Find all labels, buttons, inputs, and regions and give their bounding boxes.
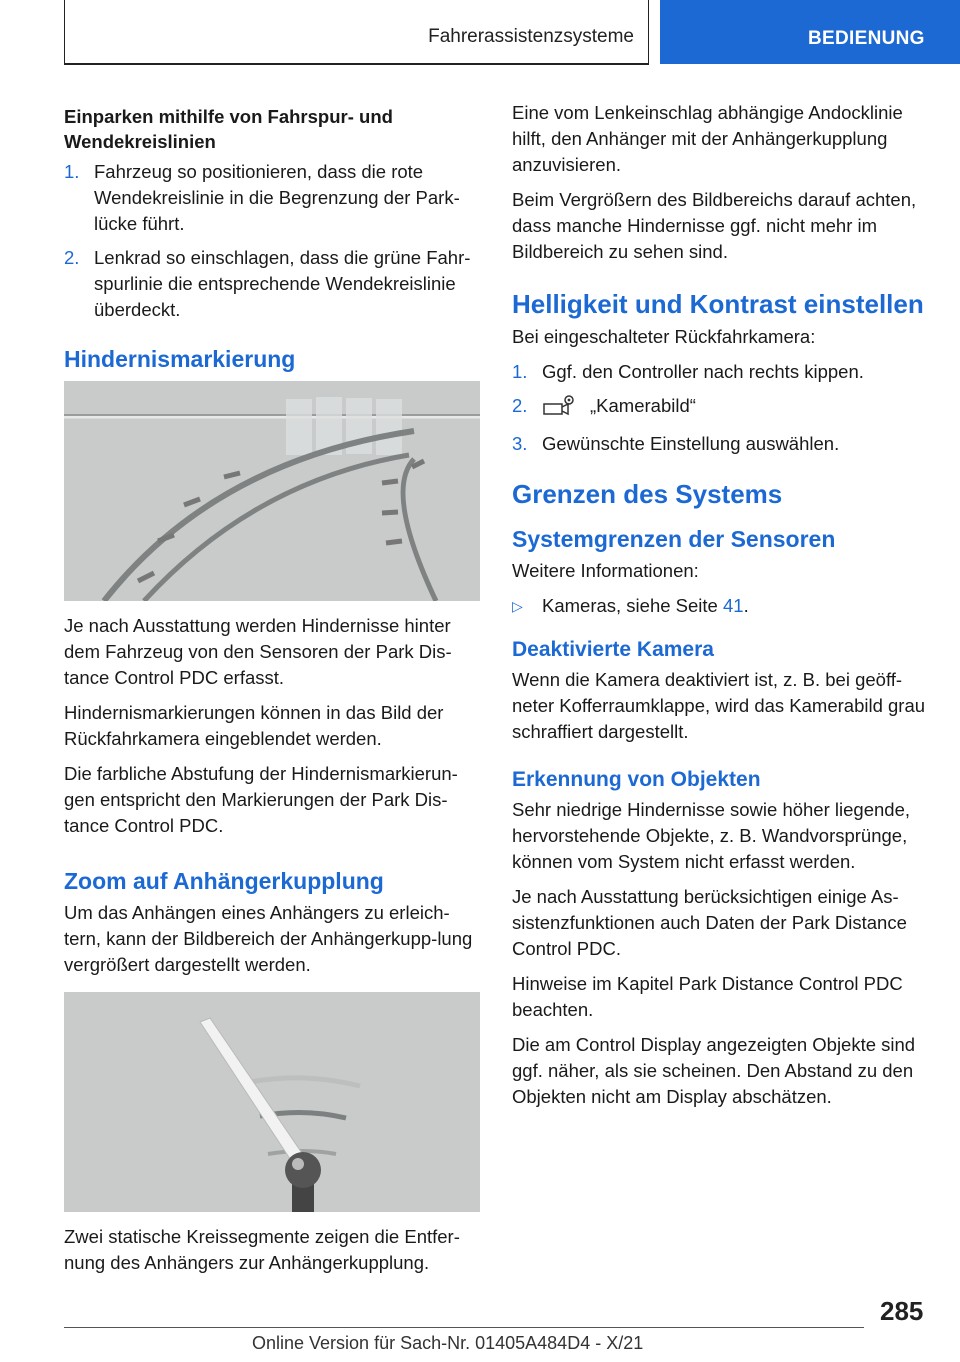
detection-paragraph: Hinweise im Kapitel Park Distance Control PDC beachten. (512, 973, 903, 1020)
subhead-parking: Einparken mithilfe von Fahrspur- und Wendekreislinien (64, 106, 393, 152)
footer-rule (64, 1327, 864, 1328)
step-text: „Kamerabild“ (590, 395, 696, 416)
parking-steps (64, 159, 482, 323)
list-item (512, 359, 930, 385)
header-bottom-rule (64, 63, 649, 65)
sensor-item-text: Kameras, siehe Seite (542, 595, 723, 616)
left-column (64, 100, 482, 1285)
heading-trailer-zoom: Zoom auf Anhängerkupplung (64, 868, 384, 894)
deactivated-paragraph: Wenn die Kamera deaktiviert ist, z. B. bei geöff-neter Kofferraumklappe, wird das Kamerabild grau schraffiert dargestellt. (512, 669, 926, 742)
brightness-steps (512, 359, 930, 457)
step-text: Ggf. den Controller nach rechts kippen. (542, 361, 864, 382)
chapter-tab-label: BEDIENUNG (808, 28, 925, 49)
step-text: Gewünschte Einstellung auswählen. (542, 433, 840, 454)
obstacle-marking-figure (64, 381, 480, 601)
page-number: 285 (880, 1296, 924, 1326)
list-item (512, 431, 930, 457)
heading-deactivated-camera: Deaktivierte Kamera (512, 638, 714, 661)
heading-object-detection: Erkennung von Objekten (512, 768, 761, 791)
page-link[interactable]: 41 (722, 595, 744, 616)
section-title: Fahrerassistenzsysteme (428, 26, 634, 47)
trailer-hitch-figure (64, 992, 480, 1212)
obstacle-paragraph: Hindernismarkierungen können in das Bild der Rückfahrkamera eingeblendet werden. (64, 702, 444, 749)
detection-paragraph: Je nach Ausstattung berücksichtigen einige As-sistenzfunktionen auch Daten der Park Distance Control PDC. (512, 886, 907, 959)
zoom-paragraph: Um das Anhängen eines Anhängers zu erleich-tern, kann der Bildbereich der Anhängerkupp-lung vergrößert dargestellt werden. (64, 902, 473, 975)
step-text: Lenkrad so einschlagen, dass die grüne Fahr-spurlinie die entsprechende Wendekreislinie überdeckt. (94, 247, 471, 320)
step-number: 1. (512, 361, 528, 382)
intro-paragraph: Beim Vergrößern des Bildbereichs darauf achten, dass manche Hindernisse ggf. nicht mehr im Bildbereich zu sehen sind. (512, 189, 917, 262)
obstacle-paragraph: Je nach Ausstattung werden Hindernisse hinter dem Fahrzeug von den Sensoren der Park Dis-tance Control PDC erfasst. (64, 615, 452, 688)
list-item (512, 593, 930, 619)
sensor-item-end: . (743, 595, 749, 616)
detection-paragraph: Die am Control Display angezeigten Objekte sind ggf. näher, als sie scheinen. Den Abstand zu den Objekten nicht am Display abschätzen. (512, 1034, 916, 1107)
step-text: Fahrzeug so positionieren, dass die rote Wendekreislinie in die Begrenzung der Park-lücke führt. (94, 161, 460, 234)
zoom-caption: Zwei statische Kreissegmente zeigen die Entfer-nung des Anhängers zur Anhängerkupplung. (64, 1226, 460, 1273)
list-item (512, 393, 930, 423)
triangle-bullet-icon: ▷ (512, 598, 523, 614)
online-version-note: Online Version für Sach-Nr. 01405A484D4 - X/21 (252, 1333, 644, 1353)
list-item (64, 245, 482, 323)
right-column (512, 100, 930, 1119)
step-number: 2. (64, 247, 80, 268)
obstacle-paragraph: Die farbliche Abstufung der Hindernismarkierun-gen entspricht den Markierungen der Park Dis-tance Control PDC. (64, 763, 458, 836)
sensor-intro: Weitere Informationen: (512, 560, 699, 581)
list-item (64, 159, 482, 237)
sensor-list (512, 593, 930, 619)
header-right-rule (648, 0, 649, 64)
intro-paragraph: Eine vom Lenkeinschlag abhängige Andocklinie hilft, den Anhänger mit der Anhängerkupplung anzuvisieren. (512, 102, 903, 175)
step-number: 2. (512, 395, 528, 416)
step-number: 1. (64, 161, 80, 182)
detection-paragraph: Sehr niedrige Hindernisse sowie höher liegende, hervorstehende Objekte, z. B. Wandvorsprünge, können vom System nicht erfasst werden. (512, 799, 910, 872)
step-number: 3. (512, 433, 528, 454)
chapter-tab[interactable] (660, 0, 960, 64)
heading-obstacle-marking: Hindernismarkierung (64, 346, 296, 372)
heading-sensor-limits: Systemgrenzen der Sensoren (512, 526, 836, 552)
camera-settings-icon (542, 394, 576, 423)
heading-system-limits: Grenzen des Systems (512, 479, 783, 509)
heading-brightness-contrast: Helligkeit und Kontrast einstellen (512, 289, 924, 319)
brightness-intro: Bei eingeschalteter Rückfahrkamera: (512, 326, 816, 347)
